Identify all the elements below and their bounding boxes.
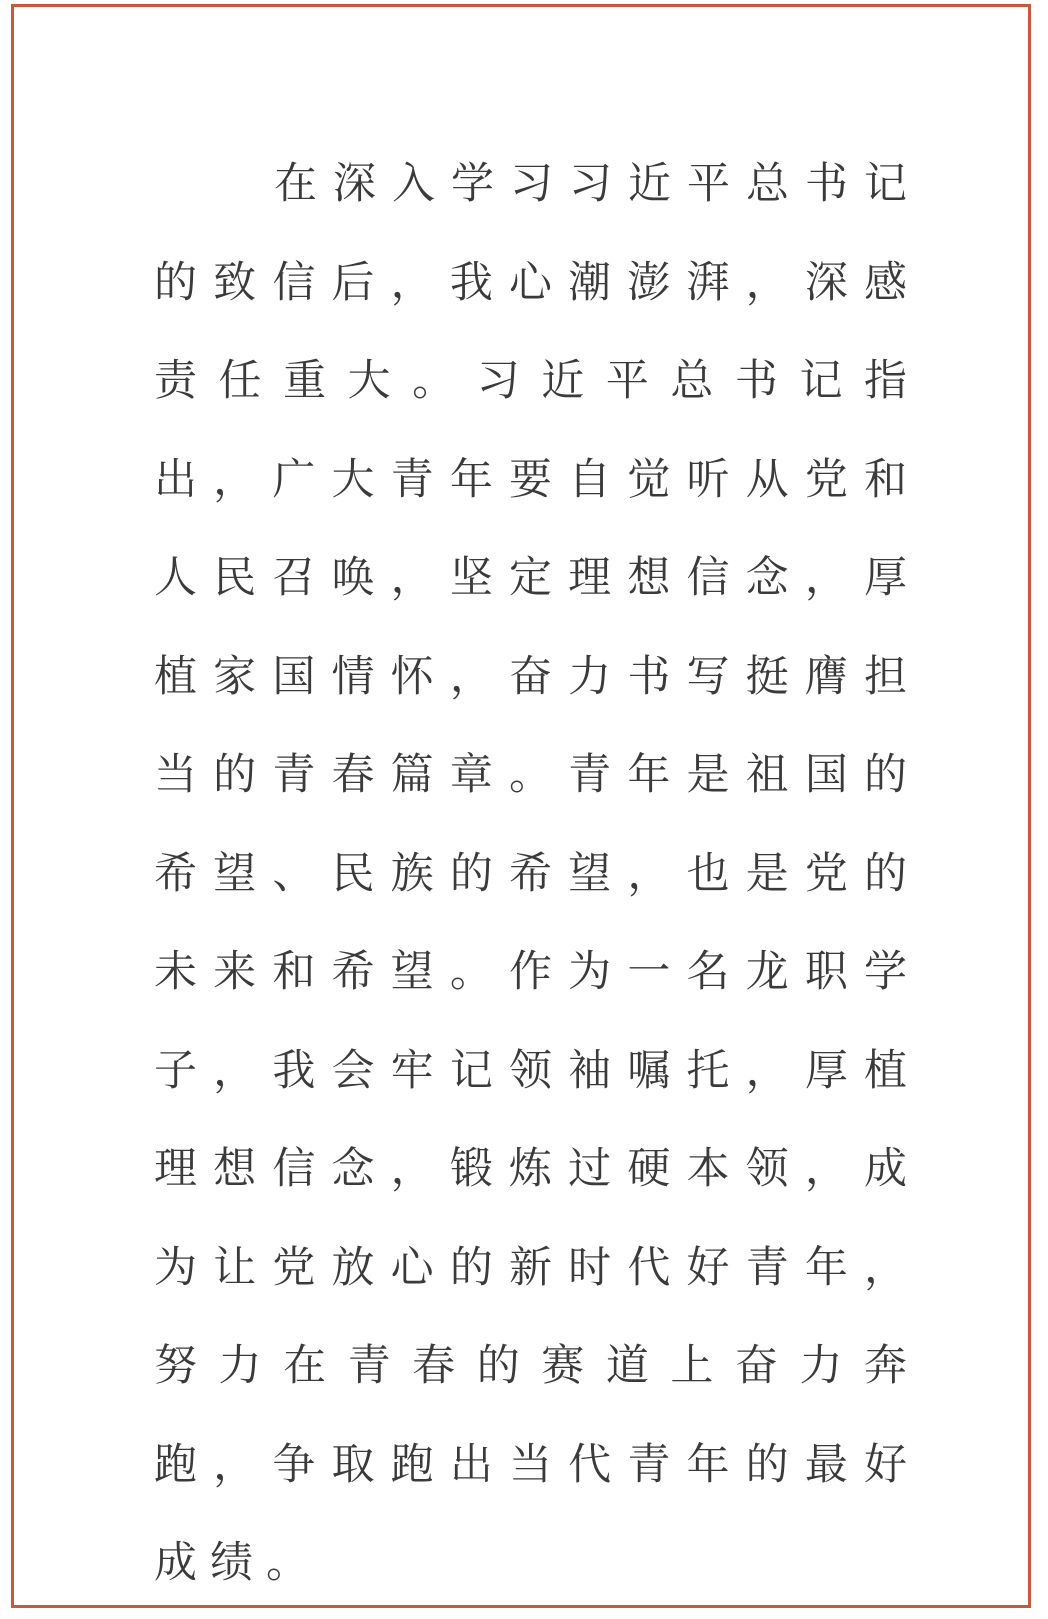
page-frame <box>11 4 1031 1608</box>
article-paragraph: 在深入学习习近平总书记的致信后，我心潮澎湃，深感责任重大。习近平总书记指出，广大青年要自觉听从党和人民召唤，坚定理想信念，厚植家国情怀，奋力书写挺膺担当的青春篇章。青年是祖国的希望、民族的希望，也是党的未来和希望。作为一名龙职学子，我会牢记领袖嘱托，厚植理想信念，锻炼过硬本领，成为让党放心的新时代好青年，努力在青春的赛道上奋力奔跑，争取跑出当代青年的最好成绩。 <box>154 159 920 1588</box>
